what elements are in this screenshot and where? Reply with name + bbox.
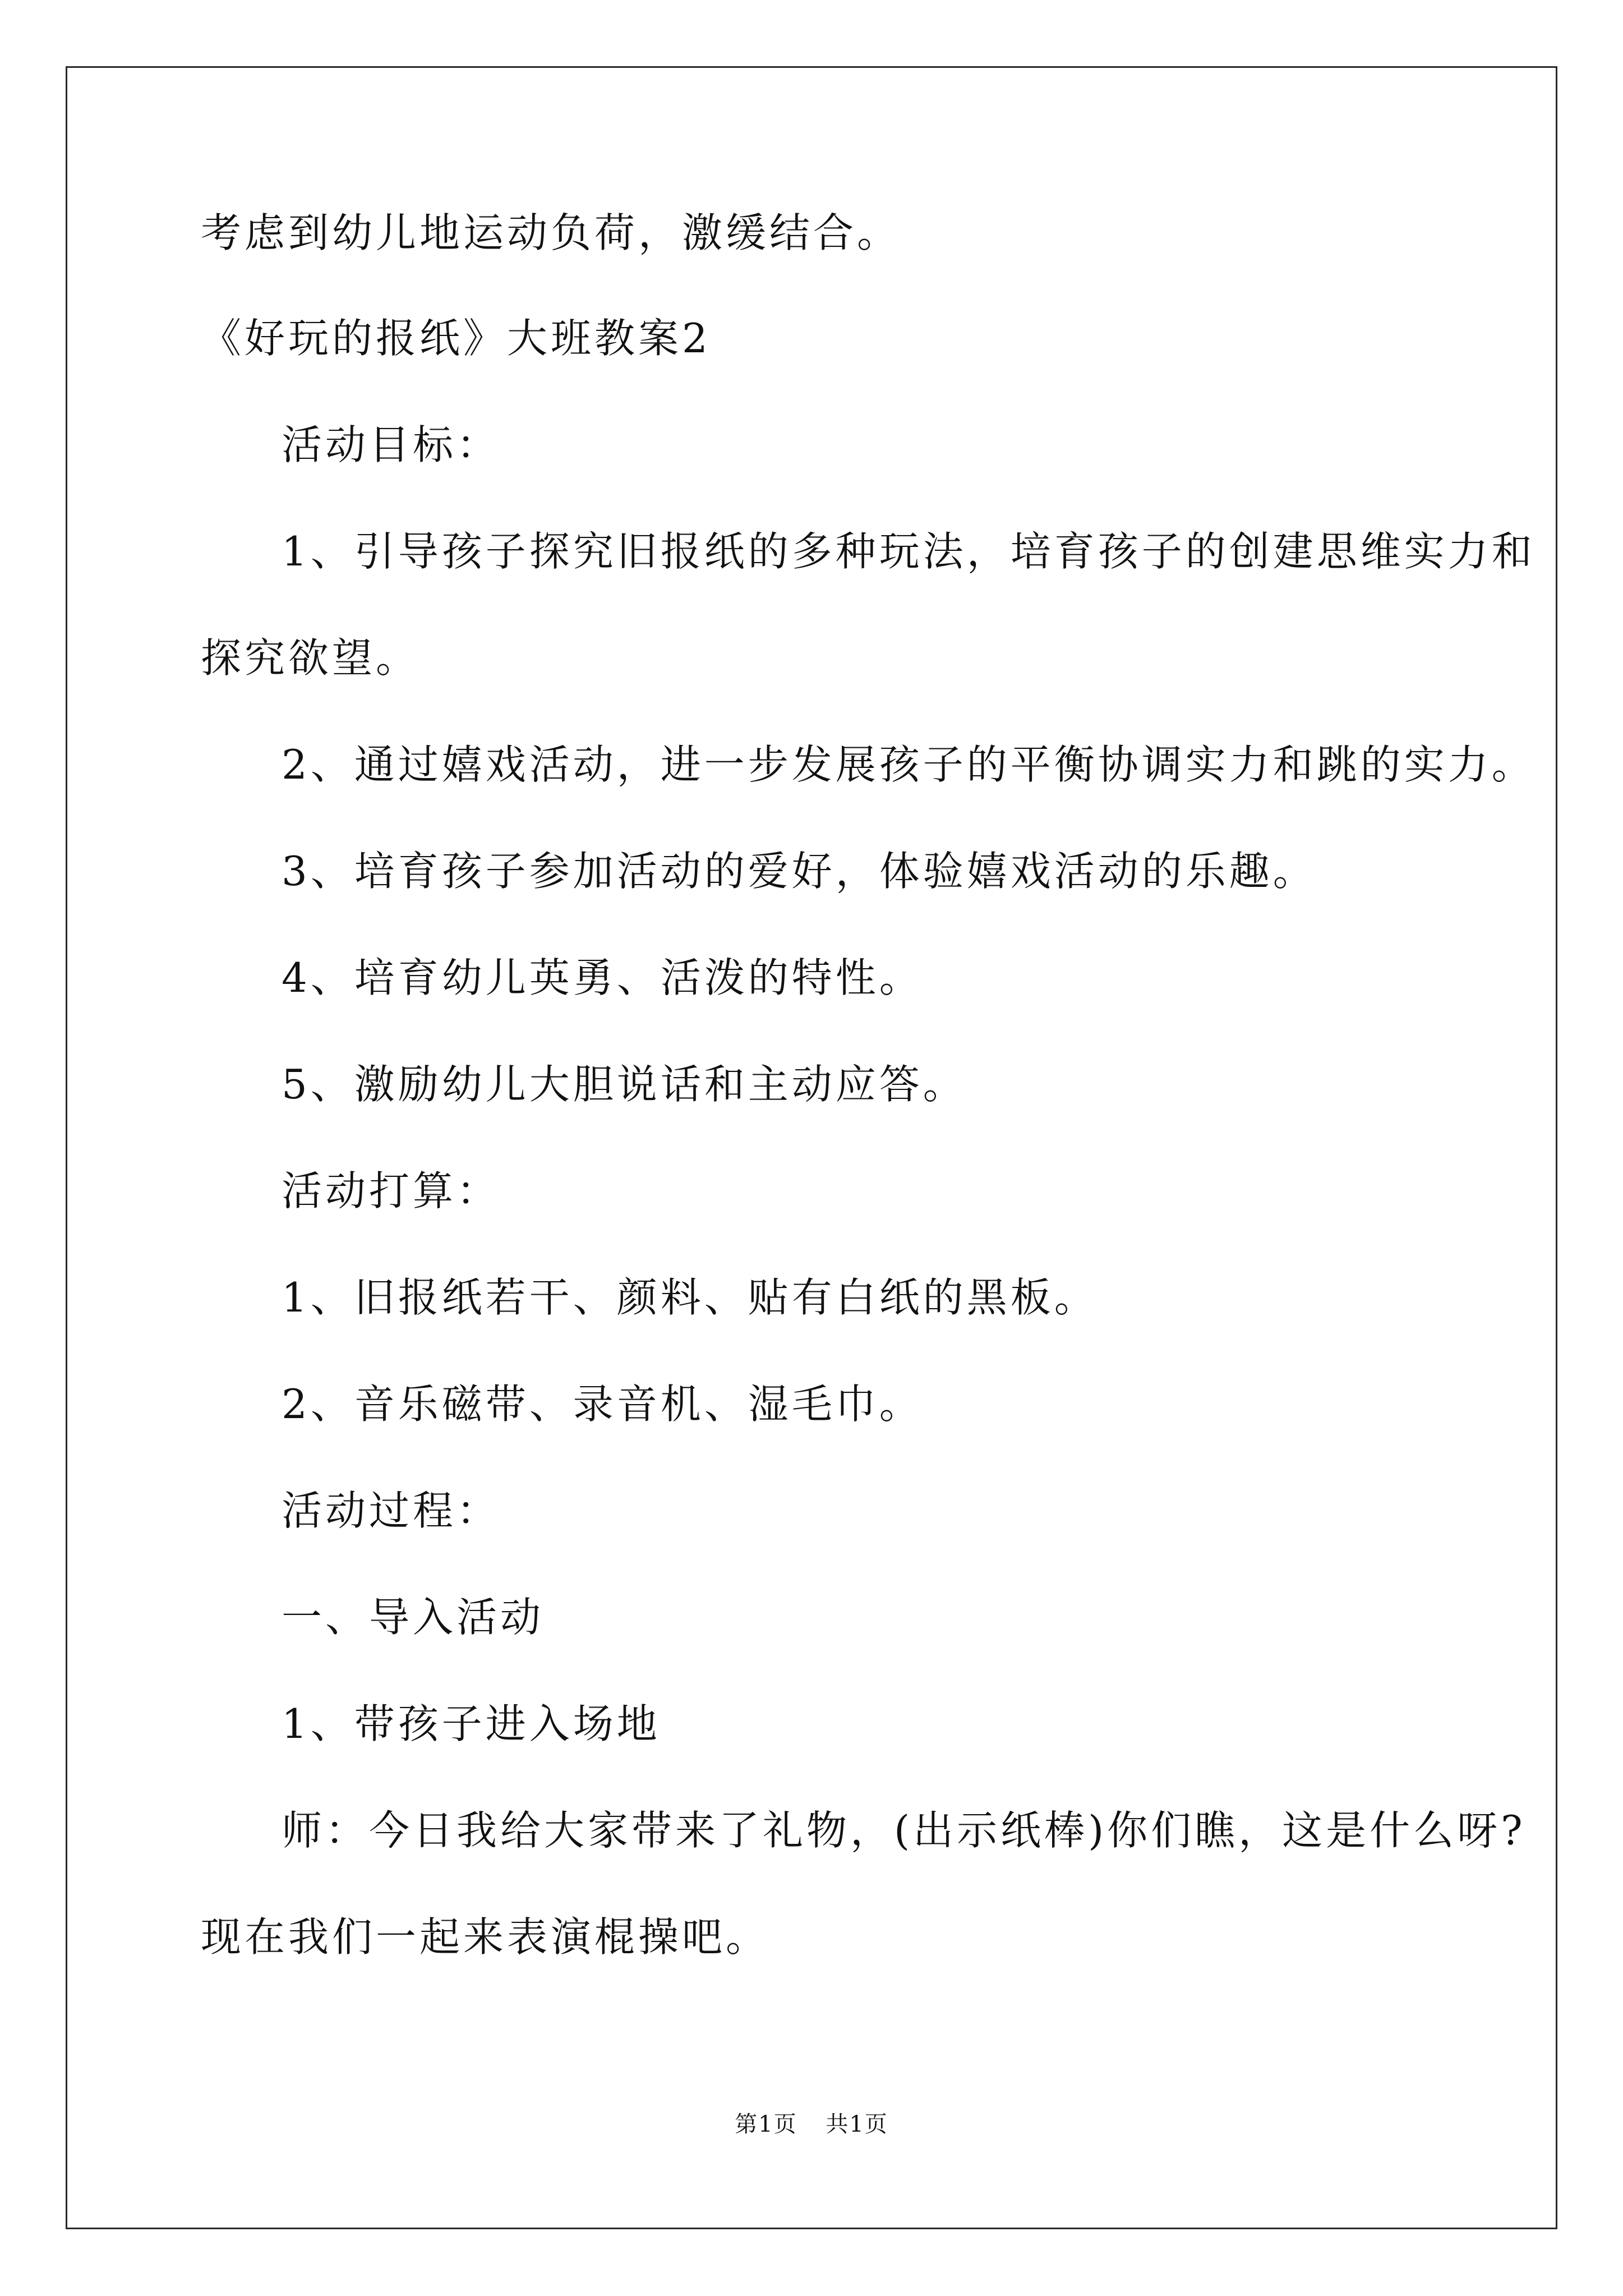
list-item: 2、通过嬉戏活动，进一步发展孩子的平衡协调实力和跳的实力。 — [282, 741, 1536, 788]
page-total: 共1页 — [826, 2111, 888, 2137]
page-number: 第1页 — [735, 2111, 797, 2137]
list-item: 5、激励幼儿大胆说话和主动应答。 — [282, 1061, 967, 1108]
subheading-preparation: 活动打算： — [282, 1167, 501, 1214]
list-item: 1、引导孩子探究旧报纸的多种玩法，培育孩子的创建思维实力和 — [282, 528, 1536, 575]
body-text-line: 考虑到幼儿地运动负荷，激缓结合。 — [201, 209, 901, 256]
subheading-process: 活动过程： — [282, 1487, 501, 1534]
body-text-line: 现在我们一起来表演棍操吧。 — [201, 1913, 770, 1961]
list-item: 3、培育孩子参加活动的爱好，体验嬉戏活动的乐趣。 — [282, 848, 1317, 895]
page-footer — [0, 2106, 1623, 2138]
subheading-goals: 活动目标： — [282, 421, 501, 468]
list-item: 1、旧报纸若干、颜料、贴有白纸的黑板。 — [282, 1274, 1098, 1321]
list-item: 1、带孩子进入场地 — [282, 1700, 661, 1747]
body-text-line: 师：今日我给大家带来了礼物，(出示纸棒)你们瞧，这是什么呀? — [282, 1807, 1526, 1854]
step-heading: 一、导入活动 — [282, 1594, 545, 1641]
list-item: 2、音乐磁带、录音机、湿毛巾。 — [282, 1381, 923, 1428]
page-border — [66, 66, 1557, 2229]
section-title: 《好玩的报纸》大班教案2 — [201, 315, 711, 362]
list-item: 4、培育幼儿英勇、活泼的特性。 — [282, 954, 923, 1001]
list-item-continuation: 探究欲望。 — [201, 634, 420, 682]
